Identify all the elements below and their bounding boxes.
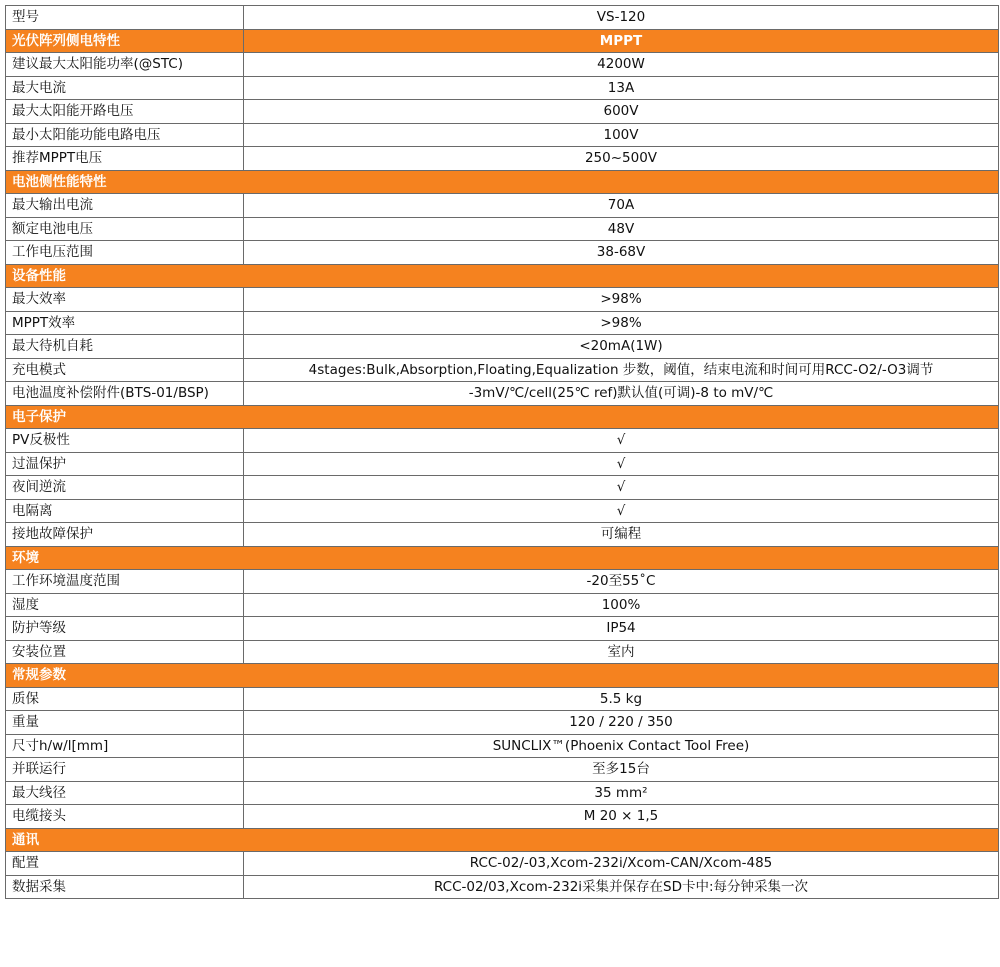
spec-value: 120 / 220 / 350 [244, 711, 999, 735]
spec-row [6, 217, 999, 241]
spec-label: 工作电压范围 [6, 241, 244, 265]
section-title: 光伏阵列侧电特性 [6, 29, 244, 53]
section-title: 常规参数 [6, 664, 999, 688]
spec-label: 充电模式 [6, 358, 244, 382]
section-header-row [6, 664, 999, 688]
section-value: MPPT [244, 29, 999, 53]
spec-label: 电池温度补偿附件(BTS-01/BSP) [6, 382, 244, 406]
spec-label: 质保 [6, 687, 244, 711]
spec-value: >98% [244, 288, 999, 312]
spec-row [6, 805, 999, 829]
spec-value: RCC-02/-03,Xcom-232i/Xcom-CAN/Xcom-485 [244, 852, 999, 876]
spec-value: 4200W [244, 53, 999, 77]
spec-label: 电隔离 [6, 499, 244, 523]
spec-label: 最大线径 [6, 781, 244, 805]
spec-row [6, 241, 999, 265]
spec-label: 重量 [6, 711, 244, 735]
spec-row [6, 640, 999, 664]
spec-value: √ [244, 499, 999, 523]
spec-row [6, 781, 999, 805]
spec-value: <20mA(1W) [244, 335, 999, 359]
section-title: 通讯 [6, 828, 999, 852]
spec-value: √ [244, 452, 999, 476]
spec-label: 电缆接头 [6, 805, 244, 829]
spec-table [5, 5, 999, 899]
spec-value: 48V [244, 217, 999, 241]
spec-row [6, 194, 999, 218]
spec-row [6, 123, 999, 147]
spec-row [6, 382, 999, 406]
spec-value: >98% [244, 311, 999, 335]
section-header-row [6, 405, 999, 429]
spec-row [6, 617, 999, 641]
spec-label: 尺寸h/w/l[mm] [6, 734, 244, 758]
spec-row [6, 53, 999, 77]
spec-label: 最大效率 [6, 288, 244, 312]
spec-row [6, 76, 999, 100]
spec-row [6, 429, 999, 453]
spec-value: 可编程 [244, 523, 999, 547]
spec-row [6, 476, 999, 500]
spec-value: √ [244, 476, 999, 500]
spec-row [6, 335, 999, 359]
spec-value: 35 mm² [244, 781, 999, 805]
spec-row [6, 570, 999, 594]
spec-label: 最小太阳能功能电路电压 [6, 123, 244, 147]
spec-label: 夜间逆流 [6, 476, 244, 500]
spec-row [6, 593, 999, 617]
spec-row [6, 100, 999, 124]
spec-value: IP54 [244, 617, 999, 641]
spec-value: 至多15台 [244, 758, 999, 782]
spec-value: 5.5 kg [244, 687, 999, 711]
spec-value: 250~500V [244, 147, 999, 171]
spec-label: 数据采集 [6, 875, 244, 899]
spec-row [6, 311, 999, 335]
spec-label: 过温保护 [6, 452, 244, 476]
spec-label: 最大待机自耗 [6, 335, 244, 359]
spec-row [6, 147, 999, 171]
spec-label: 额定电池电压 [6, 217, 244, 241]
spec-value: -20至55˚C [244, 570, 999, 594]
spec-row [6, 499, 999, 523]
spec-row [6, 758, 999, 782]
spec-label: 湿度 [6, 593, 244, 617]
spec-label: MPPT效率 [6, 311, 244, 335]
section-title: 电子保护 [6, 405, 999, 429]
spec-label: 接地故障保护 [6, 523, 244, 547]
spec-label: 最大输出电流 [6, 194, 244, 218]
spec-row [6, 687, 999, 711]
spec-value: 100% [244, 593, 999, 617]
spec-label: 工作环境温度范围 [6, 570, 244, 594]
spec-value: √ [244, 429, 999, 453]
spec-value: 38-68V [244, 241, 999, 265]
section-header-row [6, 264, 999, 288]
section-header-row [6, 29, 999, 53]
spec-row [6, 734, 999, 758]
spec-label: PV反极性 [6, 429, 244, 453]
spec-label: 最大太阳能开路电压 [6, 100, 244, 124]
spec-value: 4stages:Bulk,Absorption,Floating,Equalization 步数，阈值，结束电流和时间可用RCC-O2/-O3调节 [244, 358, 999, 382]
section-header-row [6, 170, 999, 194]
spec-row [6, 452, 999, 476]
spec-row [6, 358, 999, 382]
spec-row [6, 288, 999, 312]
spec-label: 安装位置 [6, 640, 244, 664]
spec-row [6, 711, 999, 735]
spec-value: 100V [244, 123, 999, 147]
spec-label: 型号 [6, 6, 244, 30]
spec-row [6, 6, 999, 30]
spec-value: 室内 [244, 640, 999, 664]
spec-value: 13A [244, 76, 999, 100]
spec-label: 并联运行 [6, 758, 244, 782]
section-title: 环境 [6, 546, 999, 570]
spec-table-body [6, 6, 999, 899]
section-title: 设备性能 [6, 264, 999, 288]
section-title: 电池侧性能特性 [6, 170, 999, 194]
spec-row [6, 875, 999, 899]
spec-row [6, 523, 999, 547]
spec-value: 600V [244, 100, 999, 124]
spec-row [6, 852, 999, 876]
section-header-row [6, 828, 999, 852]
spec-value: SUNCLIX™(Phoenix Contact Tool Free) [244, 734, 999, 758]
spec-value: VS-120 [244, 6, 999, 30]
spec-label: 最大电流 [6, 76, 244, 100]
spec-label: 配置 [6, 852, 244, 876]
spec-value: -3mV/℃/cell(25℃ ref)默认值(可调)-8 to mV/℃ [244, 382, 999, 406]
spec-value: M 20 × 1,5 [244, 805, 999, 829]
spec-label: 防护等级 [6, 617, 244, 641]
spec-value: 70A [244, 194, 999, 218]
spec-value: RCC-02/03,Xcom-232i采集并保存在SD卡中:每分钟采集一次 [244, 875, 999, 899]
section-header-row [6, 546, 999, 570]
spec-label: 建议最大太阳能功率(@STC) [6, 53, 244, 77]
spec-label: 推荐MPPT电压 [6, 147, 244, 171]
